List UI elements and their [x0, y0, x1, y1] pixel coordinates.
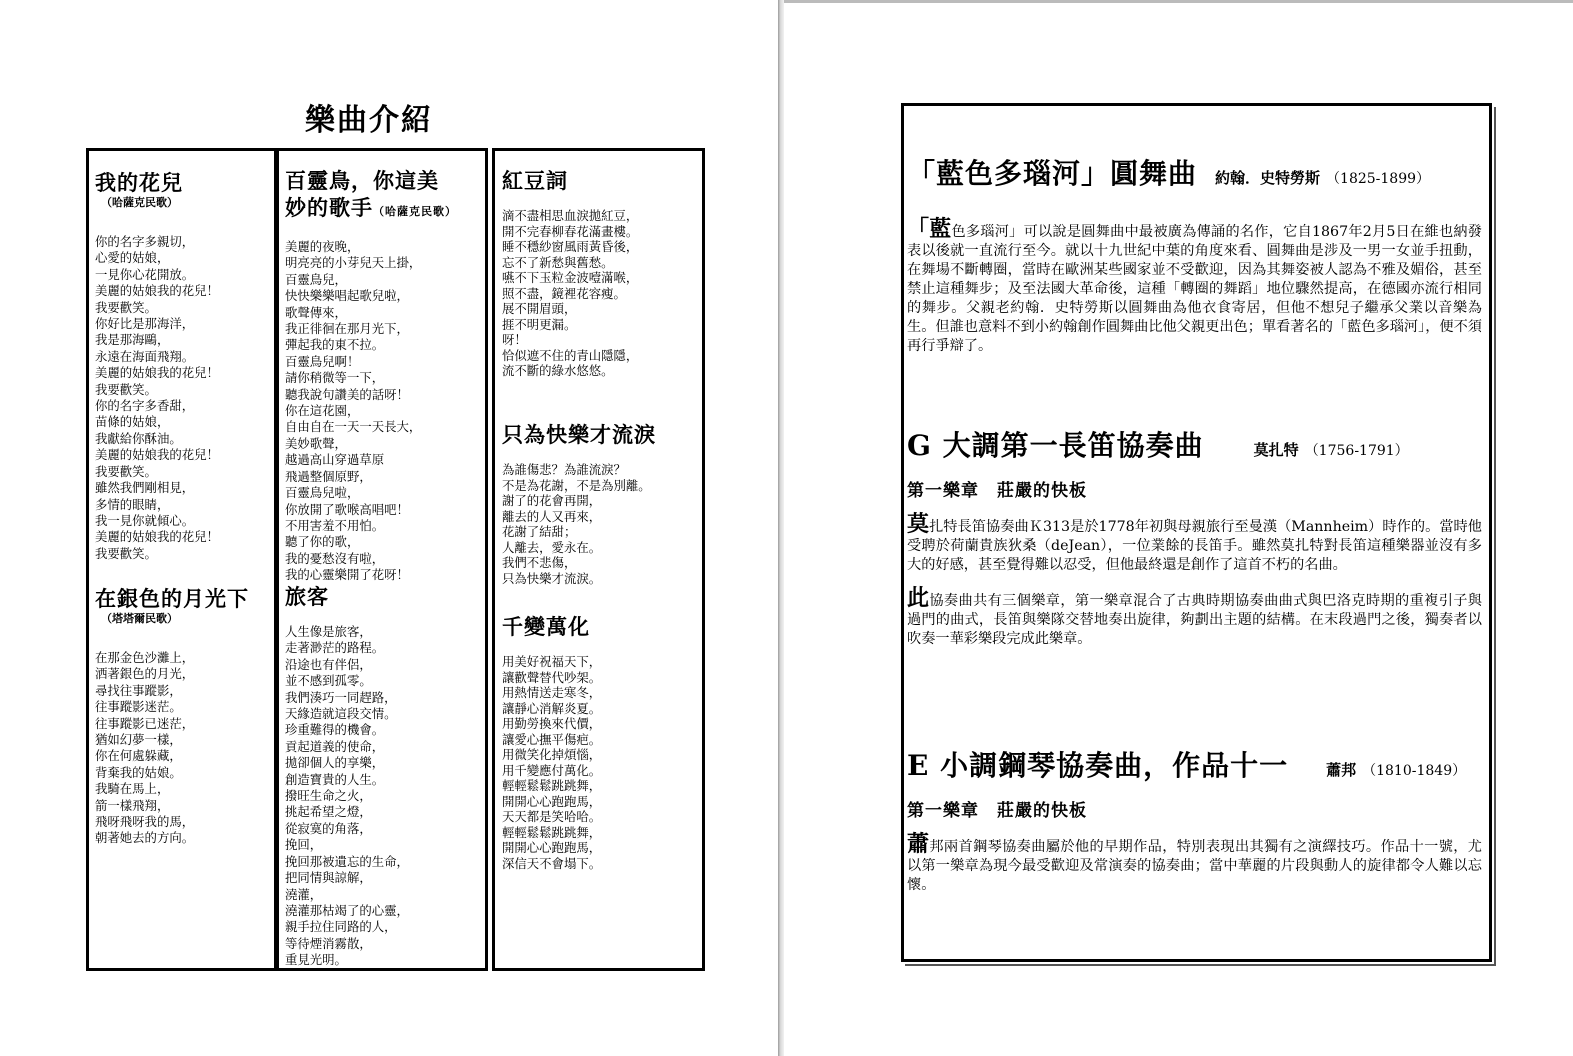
song-my-flower — [95, 169, 270, 562]
song-silver-moonlight — [95, 585, 270, 847]
piece-movement: 第一樂章 莊嚴的快板 — [907, 481, 1087, 501]
paragraph-lead: 「藍 — [907, 216, 952, 242]
piece-header — [907, 152, 1482, 192]
piece-paragraph — [907, 585, 1482, 649]
piece-mozart-flute — [907, 424, 1482, 649]
piece-header — [907, 744, 1482, 784]
song-lyrics: 美麗的夜晚， 明亮亮的小芽兒天上掛， 百靈鳥兒， 快快樂樂唱起歌兒啦， 歌聲傳來， 我正徘徊在那月光下， 彈起我的東不拉。 百靈鳥兒啊！ 請你稍微等一下， 聽我說句讚美的話呀！ 你在這花園， 自由自在一天一天長大， 美妙歌聲， 越過高山穿過草原 飛過整個原野， 百靈鳥兒啦， 你放開了歌喉高唱吧！ 不用害羞不用怕。 聽了你的歌， 我的憂愁沒有啦， 我的心靈樂開了花呀！ — [285, 239, 422, 583]
song-title: 紅豆詞 — [502, 168, 568, 193]
song-title: 在銀色的月光下 — [95, 586, 249, 611]
song-red-bean — [502, 167, 698, 379]
page-top-edge — [784, 0, 1573, 3]
piece-paragraph — [907, 216, 1482, 356]
song-title: 旅客 — [285, 584, 329, 609]
piece-paragraph — [907, 511, 1482, 575]
song-lyrics: 用美好祝福天下， 讓歡聲替代吵架。 用熱情送走寒冬， 讓靜心消解炎夏。 用勤勞換來代價， 讓愛心撫平傷疤。 用微笑化掉煩惱， 用千變應付萬化。 輕輕鬆鬆跳跳舞， 開開心心跑跑馬， 天天都是笑哈哈。 輕輕鬆鬆跳跳舞， 開開心心跑跑馬， 深信天不會塌下。 — [502, 654, 602, 871]
song-subtitle: （哈薩克民歌） — [373, 205, 457, 218]
paragraph-lead: 此 — [907, 585, 930, 611]
paragraph-lead: 蕭 — [907, 831, 930, 857]
piece-years: （1756-1791） — [1304, 443, 1409, 459]
piece-composer: 蕭邦 — [1326, 761, 1357, 779]
song-ever-changing — [502, 613, 698, 871]
piece-years: （1810-1849） — [1362, 763, 1467, 779]
paragraph-text: 邦兩首鋼琴協奏曲屬於他的早期作品，特別表現出其獨有之演繹技巧。作品十一號，尤以第一樂章為現今最受歡迎及常演奏的協奏曲；當中華麗的片段與動人的旋律都令人難以忘懷。 — [907, 839, 1482, 893]
lyrics-column-1 — [86, 148, 277, 971]
song-subtitle: （哈薩克民歌） — [101, 196, 178, 209]
piece-title: G 大調第一長笛協奏曲 — [907, 429, 1204, 462]
paragraph-text: 協奏曲共有三個樂章，第一樂章混合了古典時期協奏曲曲式與巴洛克時期的重複引子與過門的曲式，長笛與樂隊交替地奏出旋律，夠劃出主題的結構。在末段過門之後，獨奏者以吹奏一華彩樂段完成此樂章。 — [907, 593, 1482, 647]
paragraph-lead: 莫 — [907, 511, 930, 537]
song-subtitle: （塔塔爾民歌） — [101, 612, 178, 625]
song-tears-of-joy — [502, 421, 698, 586]
song-title-line-2 — [285, 194, 481, 225]
piece-composer: 莫扎特 — [1253, 441, 1299, 459]
piece-movement: 第一樂章 莊嚴的快板 — [907, 801, 1087, 821]
song-title-line-2-text: 妙的歌手 — [285, 195, 373, 220]
lyrics-column-3 — [492, 148, 705, 971]
song-traveler — [285, 583, 481, 969]
song-title: 千變萬化 — [502, 614, 590, 639]
song-title: 我的花兒 — [95, 170, 183, 195]
piece-title: 「藍色多瑙河」圓舞曲 — [907, 157, 1198, 190]
piece-blue-danube — [907, 152, 1482, 356]
song-lyrics: 為誰傷悲？為誰流淚？ 不是為花謝，不是為別離。 謝了的花會再開， 離去的人又再來， 花謝了結甜； 人離去，愛永在。 我們不悲傷， 只為快樂才流淚。 — [502, 462, 651, 586]
page-title: 樂曲介紹 — [305, 103, 433, 138]
lyrics-column-2 — [276, 148, 488, 971]
song-title-line-1: 百靈鳥，你這美 — [285, 168, 439, 193]
piece-header — [907, 424, 1482, 464]
song-lark — [285, 167, 481, 584]
piece-paragraph — [907, 831, 1482, 895]
song-title: 只為快樂才流淚 — [502, 422, 656, 447]
song-lyrics: 你的名字多親切， 心愛的姑娘， 一見你心花開放。 美麗的姑娘我的花兒！ 我要歡笑。 你好比是那海洋， 我是那海鷗， 永遠在海面飛翔。 美麗的姑娘我的花兒！ 我要歡笑。 你的名字多香甜， 苗條的姑娘， 我獻給你酥油。 美麗的姑娘我的花兒！ 我要歡笑。 雖然我們剛相見， 多情的眼睛， 我一見你就傾心。 美麗的姑娘我的花兒！ 我要歡笑。 — [95, 234, 219, 561]
piece-title: E 小調鋼琴協奏曲，作品十一 — [907, 749, 1289, 782]
song-lyrics: 在那金色沙灘上， 洒著銀色的月光， 尋找往事蹤影， 往事蹤影迷茫。 往事蹤影已迷茫， 猶如幻夢一樣， 你在何處躲藏， 背棄我的姑娘。 我騎在馬上， 箭一樣飛翔， 飛呀飛呀我的馬， 朝著她去的方向。 — [95, 650, 195, 846]
piece-years: （1825-1899） — [1326, 171, 1431, 187]
song-lyrics: 滴不盡相思血淚拋紅豆， 開不完春柳春花滿畫樓。 睡不穩紗窗風雨黃昏後， 忘不了新愁與舊愁。 嚥不下玉粒金波噎滿喉， 照不盡，鏡裡花容瘦。 展不開眉頭， 捱不明更漏。 呀！ 恰似遮不住的青山隱隱， 流不斷的綠水悠悠。 — [502, 208, 639, 378]
paragraph-text: 色多瑙河」可以說是圓舞曲中最被廣為傳誦的名作，它自1867年2月5日在維也納發表以後就一直流行至今。就以十九世紀中葉的角度來看、圓舞曲是涉及一男一女並手扭動，在舞場不斷轉圈，當時在歐洲某些國家並不受歡迎，因為其舞姿被人認為不雅及媚俗，甚至禁止這種舞步；及至法國大革命後，這種「轉圈的舞蹈」地位驟然提高，在德國亦流行相同的舞步。父親老約翰．史特勞斯以圓舞曲為他衣食寄居，但他不想兒子繼承父業以音樂為生。但誰也意料不到小約翰創作圓舞曲比他父親更出色；單看著名的「藍色多瑙河」，便不須再行爭辯了。 — [907, 224, 1482, 354]
song-lyrics: 人生像是旅客， 走著渺茫的路程。 沿途也有伴侶， 並不感到孤零。 我們湊巧一同趕路， 天緣造就這段交情。 珍重難得的機會。 貢起道義的使命， 拋卻個人的享樂， 創造寶貴的人生。 撥旺生命之火， 挑起希望之燈， 從寂寞的角落， 挽回， 挽回那被遺忘的生命， 把同情與諒解， 澆灌， 澆灌那枯竭了的心靈， 親手拉住同路的人， 等待煙消霧散， 重見光明。 — [285, 624, 409, 968]
piece-composer: 約翰．史特勞斯 — [1215, 169, 1321, 187]
paragraph-text: 扎特長笛協奏曲Ｋ313是於1778年初與母親旅行至曼漢（Mannheim）時作的。當時他受聘於荷蘭貴族狄桑（deJean），一位業餘的長笛手。雖然莫扎特對長笛這種樂器並沒有多大的好感，甚至覺得難以忍受，但他最終還是創作了這首不朽的名曲。 — [907, 519, 1482, 573]
piece-chopin-concerto — [907, 744, 1482, 895]
